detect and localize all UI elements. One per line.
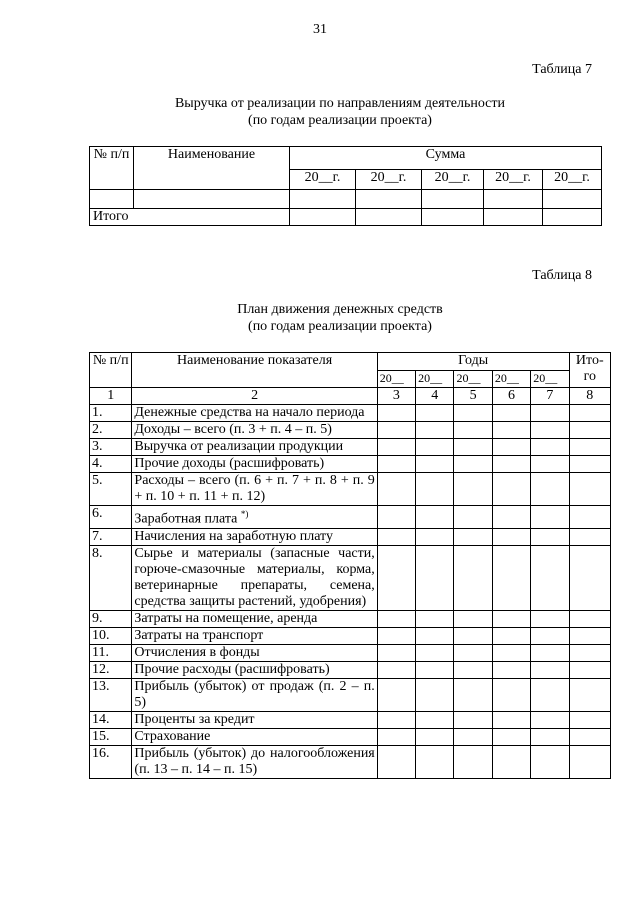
table8-colnum: 8 (569, 388, 610, 405)
row-name: Начисления на заработную плату (132, 528, 377, 545)
table7-year: 20__г. (356, 170, 422, 190)
table8-col-years: Годы (377, 353, 569, 371)
table8-year: 20__ (531, 371, 569, 388)
row-name: Прибыль (убыток) от продаж (п. 2 – п. 5) (132, 678, 377, 711)
row-name: Затраты на транспорт (132, 627, 377, 644)
table8-row (90, 456, 611, 473)
table8-row (90, 711, 611, 728)
page-number: 31 (313, 22, 327, 37)
table8-colnum: 6 (492, 388, 530, 405)
row-name: Сырье и материалы (запасные части, горюче-смазочные материалы, корма, ветеринарные препараты, семена, средства защиты растений, удобрения) (132, 545, 377, 610)
table8-year: 20__ (454, 371, 492, 388)
row-name-cell (132, 506, 377, 529)
table7-title-line2: (по годам реализации проекта) (248, 113, 432, 128)
row-number: 12. (90, 661, 132, 678)
table8-title-line1: План движения денежных средств (237, 302, 443, 317)
row-name: Прочие расходы (расшифровать) (132, 661, 377, 678)
table8-col-name: Наименование показателя (132, 353, 377, 388)
table8-colnum: 3 (377, 388, 415, 405)
table8-row (90, 644, 611, 661)
table8-col-total: Ито-го (569, 353, 610, 388)
row-number: 2. (90, 422, 132, 439)
row-name: Выручка от реализации продукции (132, 439, 377, 456)
row-name: Отчисления в фонды (132, 644, 377, 661)
table8-title (0, 301, 640, 335)
table8-row (90, 422, 611, 439)
table7-col-sum: Сумма (290, 147, 602, 170)
table8-row (90, 506, 611, 529)
row-number: 7. (90, 528, 132, 545)
row-number: 11. (90, 644, 132, 661)
row-name: Проценты за кредит (132, 711, 377, 728)
row-number: 14. (90, 711, 132, 728)
table7-year: 20__г. (290, 170, 356, 190)
table8-row (90, 405, 611, 422)
table8-colnum: 2 (132, 388, 377, 405)
row-number: 5. (90, 473, 132, 506)
row-number: 4. (90, 456, 132, 473)
row-name: Денежные средства на начало периода (132, 405, 377, 422)
table7-label: Таблица 7 (532, 62, 592, 77)
row-name: Заработная плата (134, 511, 238, 527)
row-name: Страхование (132, 728, 377, 745)
table8-colnum: 7 (531, 388, 569, 405)
table7-col-num: № п/п (90, 147, 134, 190)
table8-row (90, 728, 611, 745)
row-number: 6. (90, 506, 132, 529)
row-number: 15. (90, 728, 132, 745)
row-number: 9. (90, 610, 132, 627)
table8-colnum: 4 (416, 388, 454, 405)
table8-colnum: 5 (454, 388, 492, 405)
table7-col-name: Наименование (134, 147, 290, 190)
table8-title-line2: (по годам реализации проекта) (248, 319, 432, 334)
table8-year: 20__ (492, 371, 530, 388)
table8-row (90, 473, 611, 506)
table7-title (0, 95, 640, 129)
row-number: 8. (90, 545, 132, 610)
table8-year: 20__ (377, 371, 415, 388)
row-number: 10. (90, 627, 132, 644)
table7-title-line1: Выручка от реализации по направлениям деятельности (174, 96, 506, 111)
table8-row (90, 627, 611, 644)
table8-row (90, 745, 611, 778)
row-number: 1. (90, 405, 132, 422)
table7-year: 20__г. (543, 170, 602, 190)
row-name: Прочие доходы (расшифровать) (132, 456, 377, 473)
table7-year: 20__г. (484, 170, 543, 190)
row-number: 16. (90, 745, 132, 778)
table7 (89, 146, 602, 226)
row-name: Доходы – всего (п. 3 + п. 4 – п. 5) (132, 422, 377, 439)
row-number: 13. (90, 678, 132, 711)
row-name: Затраты на помещение, аренда (132, 610, 377, 627)
footnote-mark: *) (240, 509, 249, 519)
table8 (89, 352, 611, 779)
table8-row (90, 528, 611, 545)
table7-total-label: Итого (90, 209, 290, 226)
table8-year: 20__ (416, 371, 454, 388)
row-name: Прибыль (убыток) до налогообложения (п. 13 – п. 14 – п. 15) (132, 745, 377, 778)
table8-row (90, 678, 611, 711)
table8-label: Таблица 8 (532, 268, 592, 283)
row-number: 3. (90, 439, 132, 456)
table8-row (90, 610, 611, 627)
table8-colnum: 1 (90, 388, 132, 405)
table8-row (90, 545, 611, 610)
row-name: Расходы – всего (п. 6 + п. 7 + п. 8 + п. 9 + п. 10 + п. 11 + п. 12) (132, 473, 377, 506)
table8-row (90, 439, 611, 456)
table7-year: 20__г. (422, 170, 484, 190)
table8-row (90, 661, 611, 678)
table8-col-num: № п/п (90, 353, 132, 388)
